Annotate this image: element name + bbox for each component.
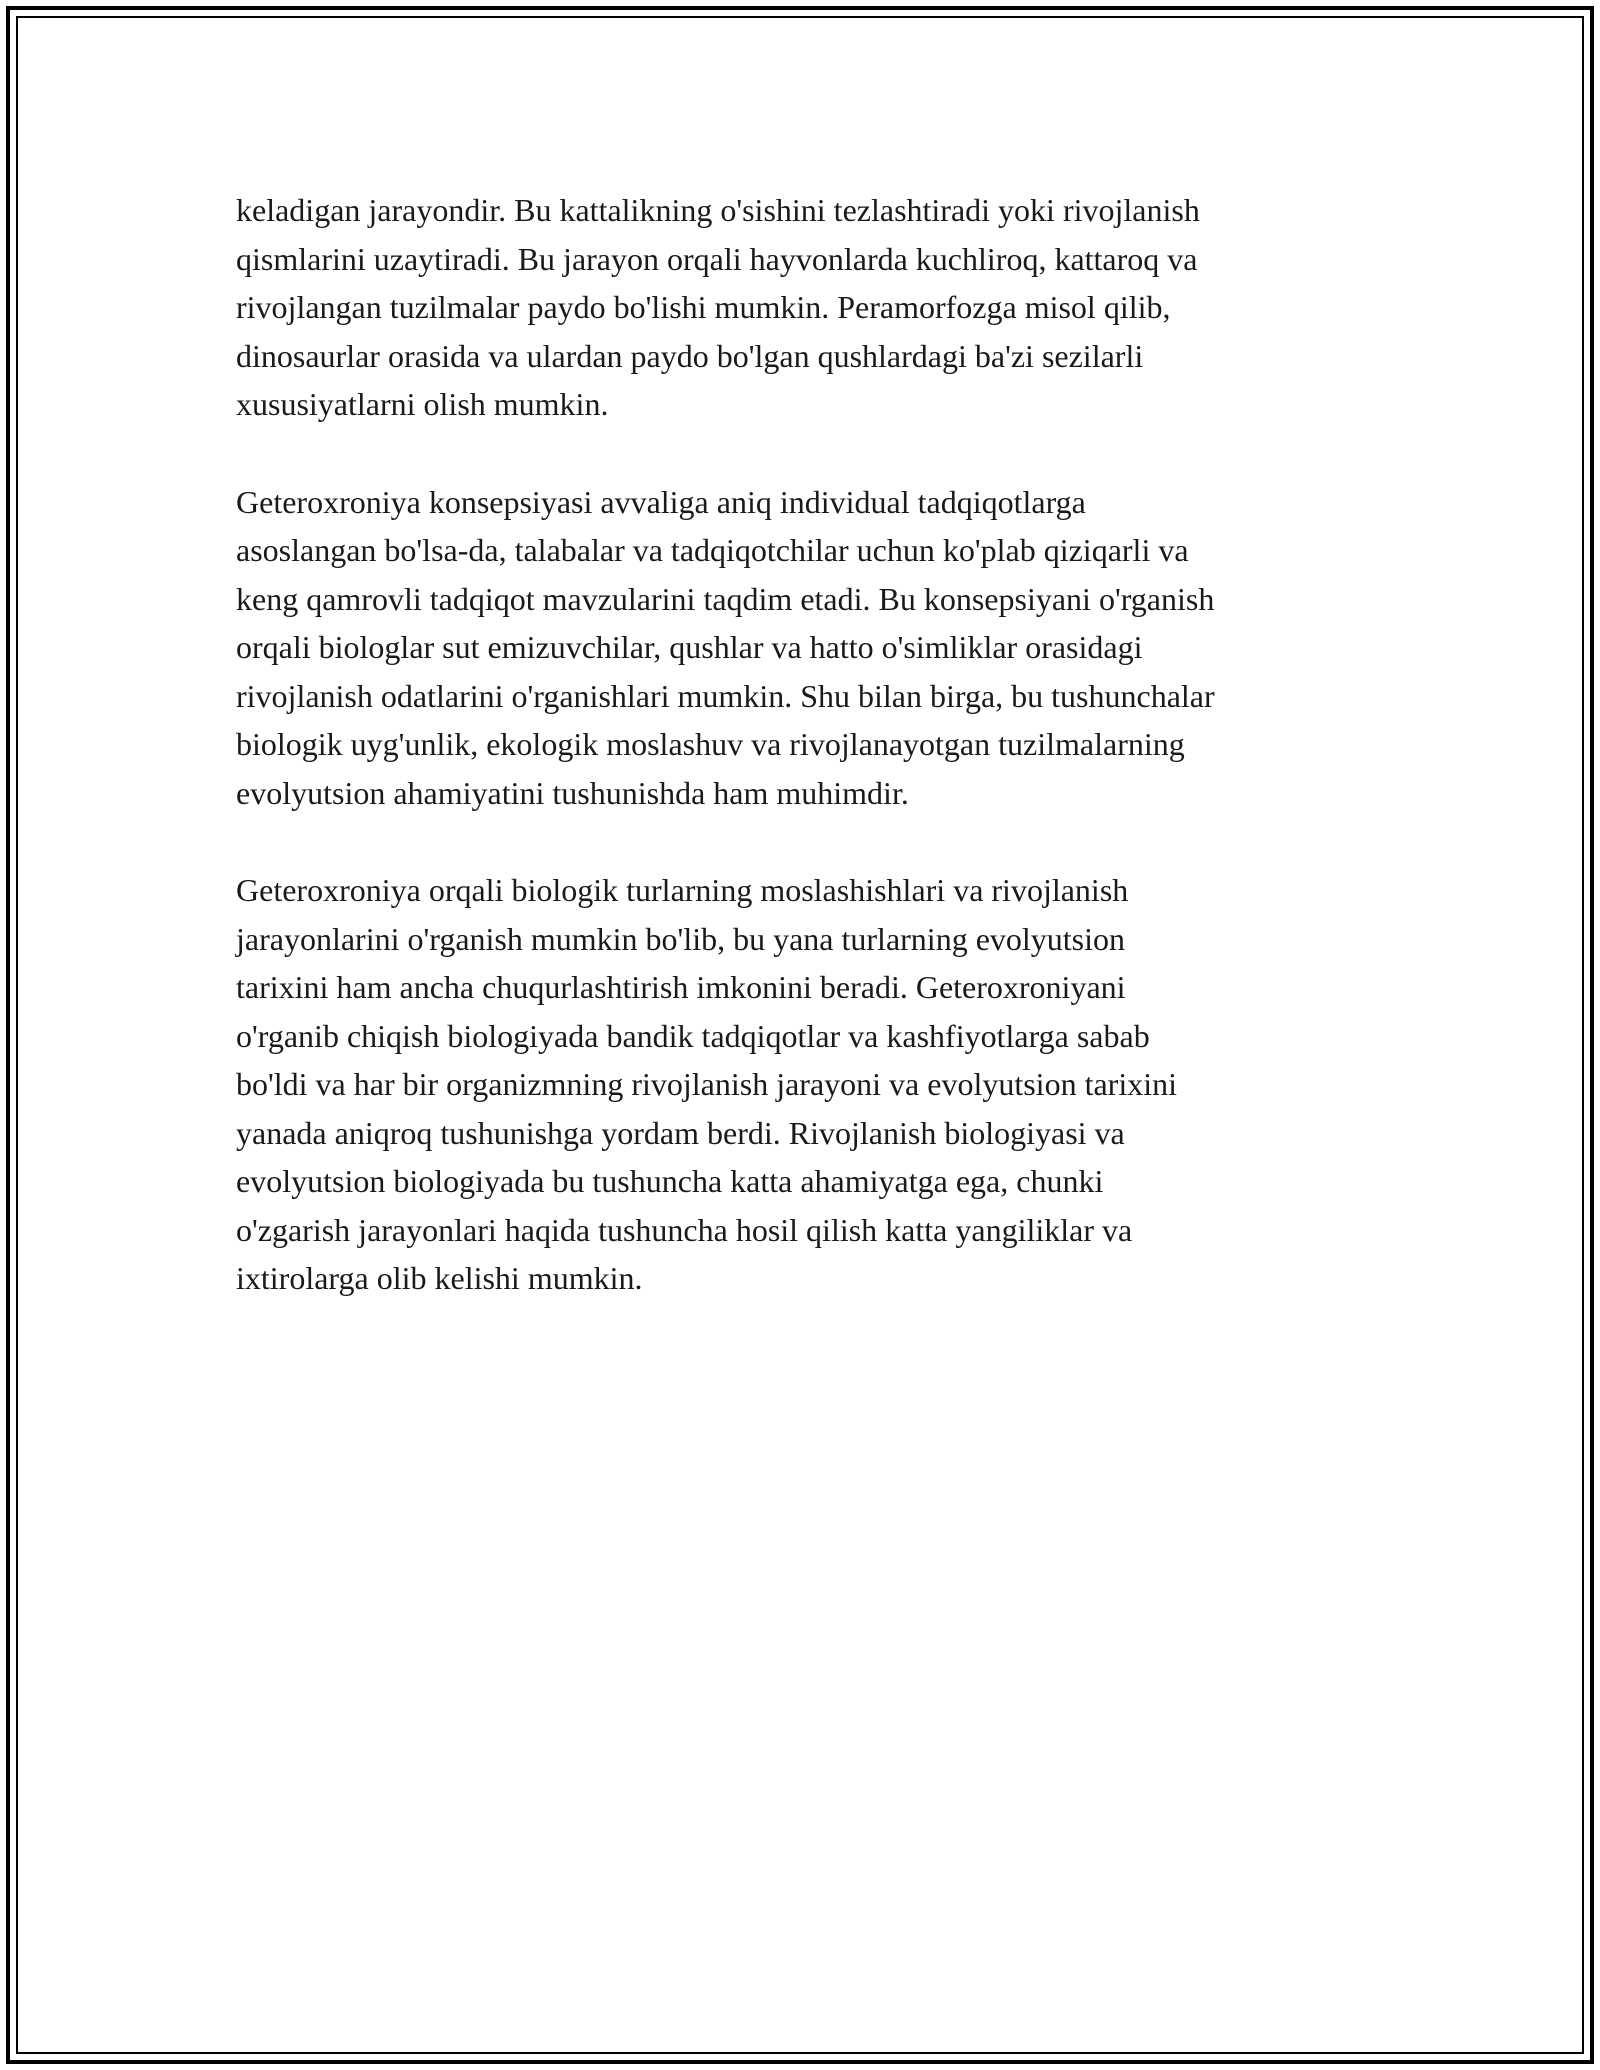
text-line: orqali biologlar sut emizuvchilar, qushlar va hatto o'simliklar orasidagi — [236, 629, 1143, 665]
text-line: rivojlangan tuzilmalar paydo bo'lishi mumkin. Peramorfozga misol qilib, — [236, 289, 1171, 325]
text-line: evolyutsion ahamiyatini tushunishda ham muhimdir. — [236, 774, 909, 811]
text-line: rivojlanish odatlarini o'rganishlari mumkin. Shu bilan birga, bu tushunchalar — [236, 677, 1215, 714]
text-line: evolyutsion biologiyada bu tushuncha katta ahamiyatga ega, chunki — [236, 1163, 1104, 1199]
page-content — [236, 186, 1366, 1352]
text-line: ixtirolarga olib kelishi mumkin. — [236, 1260, 643, 1296]
text-line: bo'ldi va har bir organizmning rivojlanish jarayoni va evolyutsion tarixini — [236, 1066, 1177, 1102]
text-line: Geteroxroniya konsepsiyasi avvaliga aniq individual tadqiqotlarga — [236, 483, 1086, 520]
text-line: jarayonlarini o'rganish mumkin bo'lib, bu yana turlarning evolyutsion — [236, 920, 1126, 957]
text-line: keladigan jarayondir. Bu kattalikning o'sishini tezlashtiradi yoki rivojlanish — [236, 192, 1200, 228]
text-line: Geteroxroniya orqali biologik turlarning moslashishlari va rivojlanish — [236, 872, 1129, 908]
text-line: o'zgarish jarayonlari haqida tushuncha hosil qilish katta yangiliklar va — [236, 1211, 1133, 1248]
text-line: dinosaurlar orasida va ulardan paydo bo'lgan qushlardagi ba'zi sezilarli — [236, 337, 1144, 374]
paragraph-1 — [236, 186, 1366, 429]
text-line: biologik uyg'unlik, ekologik moslashuv va rivojlanayotgan tuzilmalarning — [236, 726, 1185, 762]
text-line: qismlarini uzaytiradi. Bu jarayon orqali hayvonlarda kuchliroq, kattaroq va — [236, 240, 1198, 277]
text-line: tarixini ham ancha chuqurlashtirish imkonini beradi. Geteroxroniyani — [236, 969, 1126, 1005]
text-line: xususiyatlarni olish mumkin. — [236, 386, 609, 422]
text-line: o'rganib chiqish biologiyada bandik tadqiqotlar va kashfiyotlarga sabab — [236, 1017, 1150, 1054]
text-line: asoslangan bo'lsa-da, talabalar va tadqiqotchilar uchun ko'plab qiziqarli va — [236, 532, 1189, 568]
paragraph-3 — [236, 866, 1366, 1303]
text-line: yanada aniqroq tushunishga yordam berdi. Rivojlanish biologiyasi va — [236, 1114, 1125, 1151]
paragraph-2 — [236, 478, 1366, 818]
text-line: keng qamrovli tadqiqot mavzularini taqdim etadi. Bu konsepsiyani o'rganish — [236, 580, 1215, 617]
